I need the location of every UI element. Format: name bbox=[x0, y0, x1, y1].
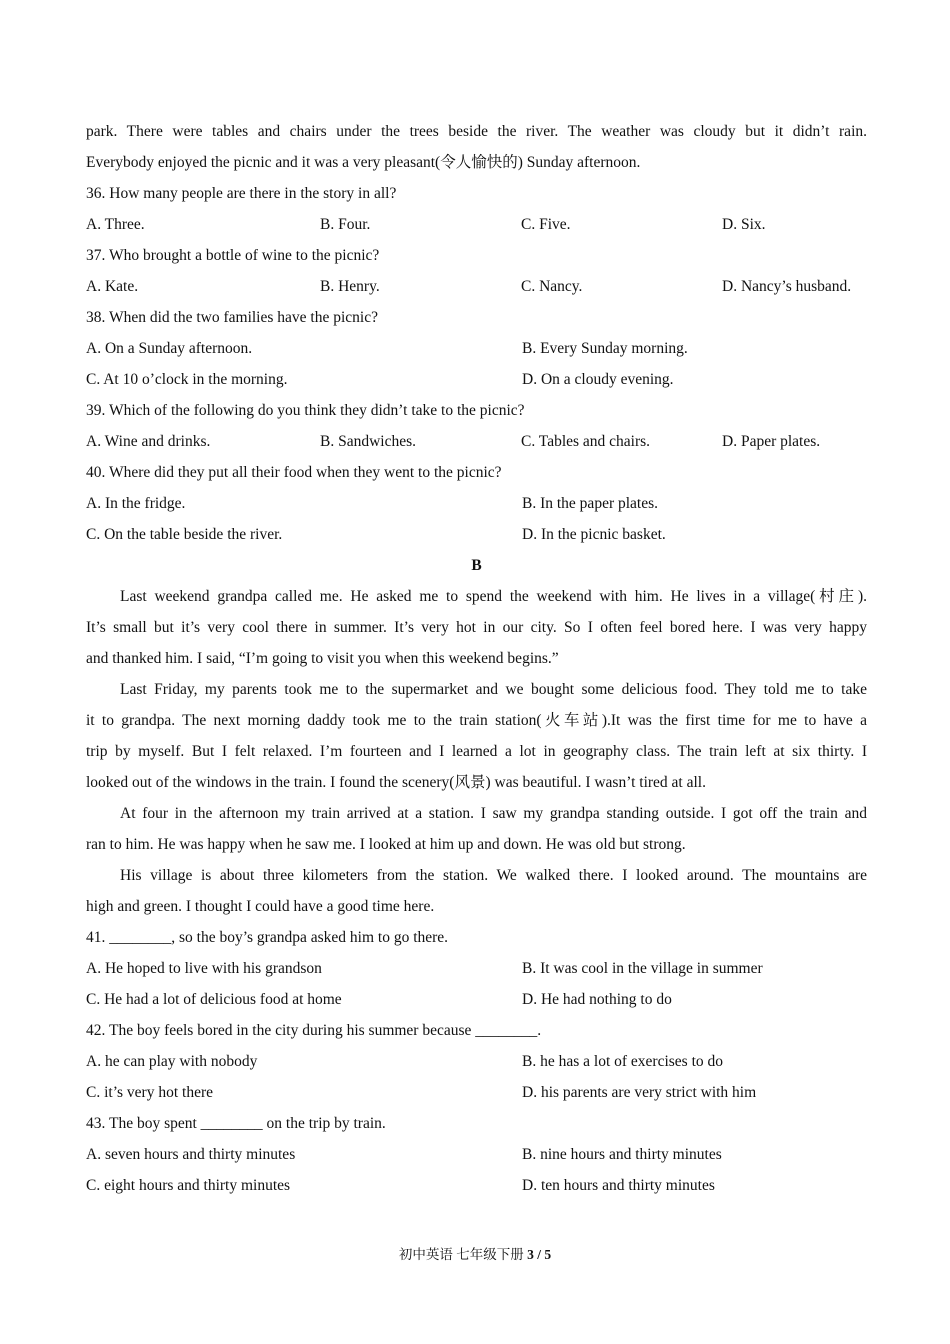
section-b-heading: B bbox=[471, 557, 482, 574]
passage-b-p4-line-2: high and green. I thought I could have a good time here. bbox=[86, 898, 435, 915]
question-37: 37. Who brought a bottle of wine to the picnic? bbox=[86, 247, 380, 264]
option-b[interactable]: B. Sandwiches. bbox=[320, 433, 417, 450]
option-a[interactable]: A. he can play with nobody bbox=[86, 1053, 258, 1070]
passage-b-p3-line-2: ran to him. He was happy when he saw me. I looked at him up and down. He was old but strong. bbox=[86, 836, 686, 853]
option-d[interactable]: D. He had nothing to do bbox=[522, 991, 672, 1008]
option-c[interactable]: C. it’s very hot there bbox=[86, 1084, 213, 1101]
option-d[interactable]: D. his parents are very strict with him bbox=[522, 1084, 757, 1101]
question-36: 36. How many people are there in the story in all? bbox=[86, 185, 397, 202]
option-b[interactable]: B. nine hours and thirty minutes bbox=[522, 1146, 722, 1163]
option-c[interactable]: C. Five. bbox=[521, 216, 571, 233]
question-37-options bbox=[86, 271, 867, 302]
question-40-options-row-1 bbox=[86, 488, 867, 519]
option-d[interactable]: D. Nancy’s husband. bbox=[722, 278, 852, 295]
question-41: 41. ________, so the boy’s grandpa asked him to go there. bbox=[86, 929, 449, 946]
option-d[interactable]: D. ten hours and thirty minutes bbox=[522, 1177, 715, 1194]
question-38-options-row-2 bbox=[86, 364, 867, 395]
option-c[interactable]: C. He had a lot of delicious food at home bbox=[86, 991, 342, 1008]
option-a[interactable]: A. Three. bbox=[86, 216, 145, 233]
option-b[interactable]: B. It was cool in the village in summer bbox=[522, 960, 763, 977]
page-footer bbox=[0, 1243, 950, 1263]
passage-b-p2-line-4: looked out of the windows in the train. I found the scenery(风景) was beautiful. I wasn’t tired at all. bbox=[86, 774, 706, 791]
option-c[interactable]: C. Nancy. bbox=[521, 278, 583, 295]
passage-b-p1-line-3: and thanked him. I said, “I’m going to visit you when this weekend begins.” bbox=[86, 650, 559, 667]
option-d[interactable]: D. On a cloudy evening. bbox=[522, 371, 674, 388]
option-b[interactable]: B. he has a lot of exercises to do bbox=[522, 1053, 724, 1070]
question-38-options-row-1 bbox=[86, 333, 867, 364]
footer-page-number: 3 / 5 bbox=[527, 1247, 552, 1262]
passage-b-p1-line-1: Last weekend grandpa called me. He asked me to spend the weekend with him. He lives in a village(村庄). bbox=[120, 588, 867, 605]
option-d[interactable]: D. Paper plates. bbox=[722, 433, 821, 450]
option-c[interactable]: C. Tables and chairs. bbox=[521, 433, 651, 450]
option-d[interactable]: D. In the picnic basket. bbox=[522, 526, 666, 543]
page-content bbox=[86, 116, 867, 1201]
question-38: 38. When did the two families have the picnic? bbox=[86, 309, 378, 326]
question-43-options-row-2 bbox=[86, 1170, 867, 1201]
option-a[interactable]: A. In the fridge. bbox=[86, 495, 186, 512]
question-39: 39. Which of the following do you think they didn’t take to the picnic? bbox=[86, 402, 525, 419]
passage-b-p1-line-2: It’s small but it’s very cool there in summer. It’s very hot in our city. So I often feel bored here. I was very happy bbox=[86, 619, 867, 636]
passage-b-p2-line-1: Last Friday, my parents took me to the supermarket and we bought some delicious food. They told me to take bbox=[120, 681, 867, 698]
option-d[interactable]: D. Six. bbox=[722, 216, 766, 233]
option-b[interactable]: B. Henry. bbox=[320, 278, 380, 295]
question-43-options-row-1 bbox=[86, 1139, 867, 1170]
passage-b-p2-line-3: trip by myself. But I felt relaxed. I’m fourteen and I learned a lot in geography class. The train left at six thirty. I bbox=[86, 743, 867, 760]
passage-a-line-2: Everybody enjoyed the picnic and it was a very pleasant(令人愉快的) Sunday afternoon. bbox=[86, 154, 641, 171]
option-c[interactable]: C. On the table beside the river. bbox=[86, 526, 283, 543]
option-c[interactable]: C. At 10 o’clock in the morning. bbox=[86, 371, 288, 388]
question-41-options-row-2 bbox=[86, 984, 867, 1015]
footer-course-label: 初中英语 七年级下册 bbox=[398, 1247, 528, 1262]
passage-b-p4-line-1: His village is about three kilometers from the station. We walked there. I looked around. The mountains are bbox=[120, 867, 867, 884]
question-42: 42. The boy feels bored in the city during his summer because ________. bbox=[86, 1022, 542, 1039]
question-41-options-row-1 bbox=[86, 953, 867, 984]
option-b[interactable]: B. Four. bbox=[320, 216, 371, 233]
question-43: 43. The boy spent ________ on the trip by train. bbox=[86, 1115, 386, 1132]
option-b[interactable]: B. Every Sunday morning. bbox=[522, 340, 688, 357]
question-40: 40. Where did they put all their food when they went to the picnic? bbox=[86, 464, 502, 481]
question-42-options-row-1 bbox=[86, 1046, 867, 1077]
option-a[interactable]: A. Kate. bbox=[86, 278, 139, 295]
question-36-options bbox=[86, 209, 867, 240]
passage-b-p2-line-2: it to grandpa. The next morning daddy took me to the train station(火车站).It was the first time for me to have a bbox=[86, 712, 867, 729]
question-40-options-row-2 bbox=[86, 519, 867, 550]
option-a[interactable]: A. seven hours and thirty minutes bbox=[86, 1146, 296, 1163]
passage-a-line-1: park. There were tables and chairs under the trees beside the river. The weather was cloudy but it didn’t rain. bbox=[86, 123, 867, 140]
option-a[interactable]: A. On a Sunday afternoon. bbox=[86, 340, 253, 357]
option-a[interactable]: A. He hoped to live with his grandson bbox=[86, 960, 322, 977]
option-a[interactable]: A. Wine and drinks. bbox=[86, 433, 211, 450]
question-42-options-row-2 bbox=[86, 1077, 867, 1108]
passage-b-p3-line-1: At four in the afternoon my train arrived at a station. I saw my grandpa standing outside. I got off the train and bbox=[120, 805, 867, 822]
question-39-options bbox=[86, 426, 867, 457]
option-c[interactable]: C. eight hours and thirty minutes bbox=[86, 1177, 291, 1194]
option-b[interactable]: B. In the paper plates. bbox=[522, 495, 659, 512]
